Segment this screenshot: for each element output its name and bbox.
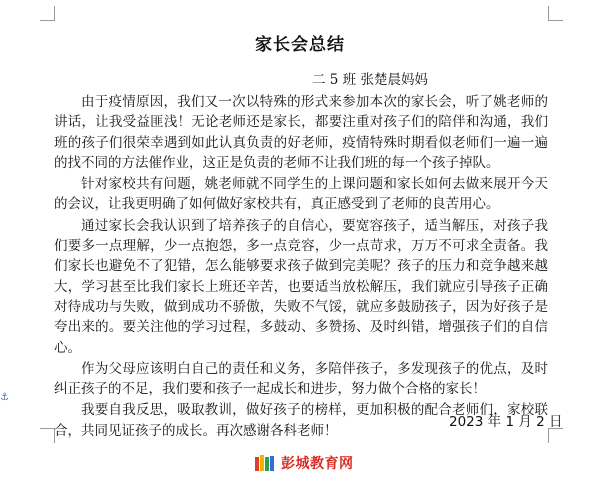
- document-title: 家长会总结: [255, 35, 345, 55]
- margin-corner-top-left: [40, 6, 55, 21]
- margin-corner-bottom-right: [548, 428, 563, 443]
- paragraph-anchor-icon[interactable]: ⚓: [0, 392, 9, 403]
- margin-corner-top-right: [548, 6, 563, 21]
- document-author: 二 5 班 张楚晨妈妈: [312, 72, 428, 88]
- document-body: [54, 92, 548, 442]
- body-paragraph-2: 针对家校共有问题，姚老师就不同学生的上课问题和家长如何去做来展开今天的会议，让我更明确了如何做好家校共有，真正感受到了老师的良苦用心。: [54, 176, 548, 213]
- body-paragraph-5: 我要自我反思，吸取教训，做好孩子的榜样，更加积极的配合老师们，家校联合，共同见证孩子的成长。再次感谢各科老师！: [54, 402, 548, 439]
- site-watermark: [254, 452, 354, 474]
- margin-corner-bottom-left: [40, 428, 55, 443]
- colored-books-logo-icon: [254, 454, 276, 472]
- body-paragraph-1: 由于疫情原因，我们又一次以特殊的形式来参加本次的家长会，听了姚老师的讲话，让我受益匪浅！无论老师还是家长，都要注重对孩子们的陪伴和沟通，我们班的孩子们很荣幸遇到如此认真负责的好老师，疫情特殊时期看似老师们一遍一遍的找不同的方法催作业，这正是负责的老师不让我们班的每一个孩子掉队。: [54, 94, 548, 171]
- watermark-text: 彭城教育网: [281, 456, 354, 472]
- body-paragraph-3: 通过家长会我认识到了培养孩子的自信心，要宽容孩子，适当解压，对孩子我们要多一点理解，少一点抱怨，多一点竞容，少一点苛求，万万不可求全责备。我们家长也避免不了犯错，怎么能够要求孩子做到完美呢？孩子的压力和竞争越来越大，学习甚至比我们家长上班还辛苦，也要适当放松解压，我们就应引导孩子正确对待成功与失败，做到成功不骄傲，失败不气馁，就应多鼓励孩子，因为好孩子是夸出来的。要关注他的学习过程，多鼓动、多赞扬、及时纠错，增强孩子们的自信心。: [54, 217, 548, 356]
- body-paragraph-4: 作为父母应该明白自己的责任和义务，多陪伴孩子，多发现孩子的优点，及时纠正孩子的不足，我们要和孩子一起成长和进步，努力做个合格的家长！: [54, 360, 548, 398]
- document-date: 2023 年 1 月 2 日: [449, 414, 563, 430]
